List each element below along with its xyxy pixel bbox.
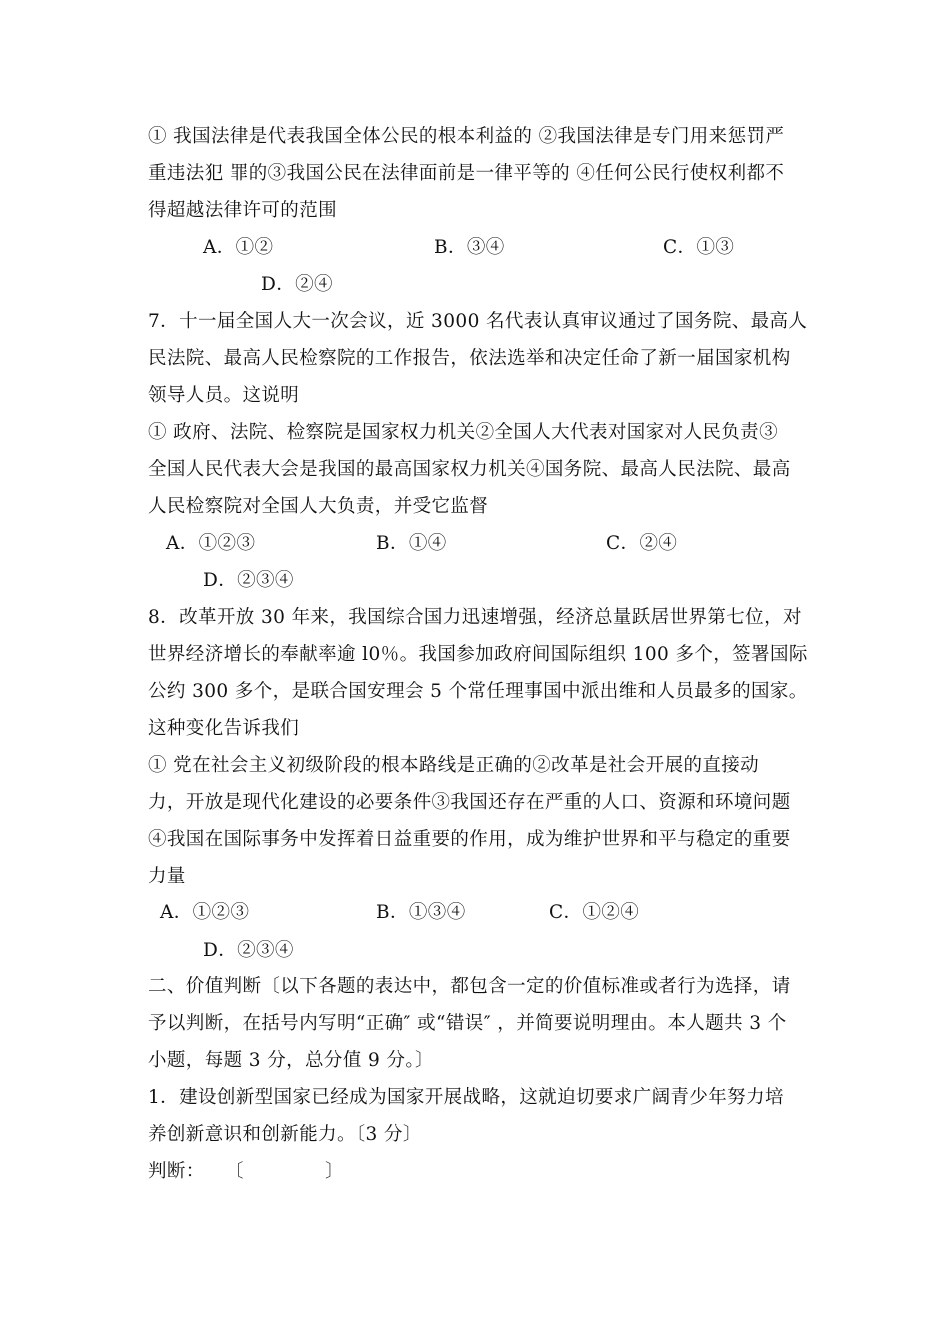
judge-label: 判断： [148,1161,205,1182]
s2q1-line: 1．建设创新型国家已经成为国家开展战略，这就迫切要求广阔青少年努力培 [148,1087,784,1108]
q6-statement-line: ① 我国法律是代表我国全体公民的根本利益的 ②我国法律是专门用来惩罚严 [148,126,785,147]
q8-statement-line: ④我国在国际事务中发挥着日益重要的作用，成为维护世界和平与稳定的重要 [148,829,791,850]
section2-heading-line: 二、价值判断〔以下各题的表达中，都包含一定的价值标准或者行为选择，请 [148,976,791,997]
q6-option-b: B．③④ [434,237,505,258]
judge-open-paren: 〔 [225,1161,244,1182]
judge-close-paren: 〕 [325,1161,344,1182]
q7-option-a: A．①②③ [166,533,256,554]
q7-stem-line: 7．十一届全国人大一次会议，近 3000 名代表认真审议通过了国务院、最高人 [148,311,808,332]
q8-statement-line: 力，开放是现代化建设的必要条件③我国还存在严重的人口、资源和环境问题 [148,792,791,813]
q8-option-a: A．①②③ [160,902,250,923]
q8-stem-line: 世界经济增长的奉献率逾 l0％。我国参加政府间国际组织 100 多个，签署国际 [148,644,808,665]
q7-stem-line: 领导人员。这说明 [148,385,300,406]
q6-statement-line: 重违法犯 罪的③我国公民在法律面前是一律平等的 ④任何公民行使权利都不 [148,163,785,184]
q7-statement-line: 全国人民代表大会是我国的最高国家权力机关④国务院、最高人民法院、最高 [148,459,791,480]
q7-option-c: C．②④ [606,533,678,554]
q8-option-c: C．①②④ [549,902,640,923]
section2-heading-line: 小题，每题 3 分，总分值 9 分。〕 [148,1050,434,1071]
q6-option-d: D．②④ [261,274,333,295]
q6-option-a: A．①② [203,237,274,258]
q6-statement-line: 得超越法律许可的范围 [148,200,338,221]
q8-statement-line: 力量 [148,866,186,887]
q8-stem-line: 公约 300 多个，是联合国安理会 5 个常任理事国中派出维和人员最多的国家。 [148,681,808,702]
q7-statement-line: ① 政府、法院、检察院是国家权力机关②全国人大代表对国家对人民负责③ [148,422,778,443]
q6-option-c: C．①③ [663,237,735,258]
q7-stem-line: 民法院、最高人民检察院的工作报告，依法选举和决定任命了新一届国家机构 [148,348,791,369]
q8-statement-line: ① 党在社会主义初级阶段的根本路线是正确的②改革是社会开展的直接动 [148,755,760,776]
q8-option-d: D．②③④ [203,940,294,961]
q8-stem-line: 8．改革开放 30 年来，我国综合国力迅速增强，经济总量跃居世界第七位，对 [148,607,802,628]
q8-option-b: B．①③④ [376,902,466,923]
q7-statement-line: 人民检察院对全国人大负责，并受它监督 [148,496,489,517]
s2q1-line: 养创新意识和创新能力。〔3 分〕 [148,1124,422,1145]
q7-option-d: D．②③④ [203,570,294,591]
q8-stem-line: 这种变化告诉我们 [148,718,300,739]
section2-heading-line: 予以判断，在括号内写明“正确″ 或“错误″ ，并简要说明理由。本人题共 3 个 [148,1013,787,1034]
q7-option-b: B．①④ [376,533,447,554]
